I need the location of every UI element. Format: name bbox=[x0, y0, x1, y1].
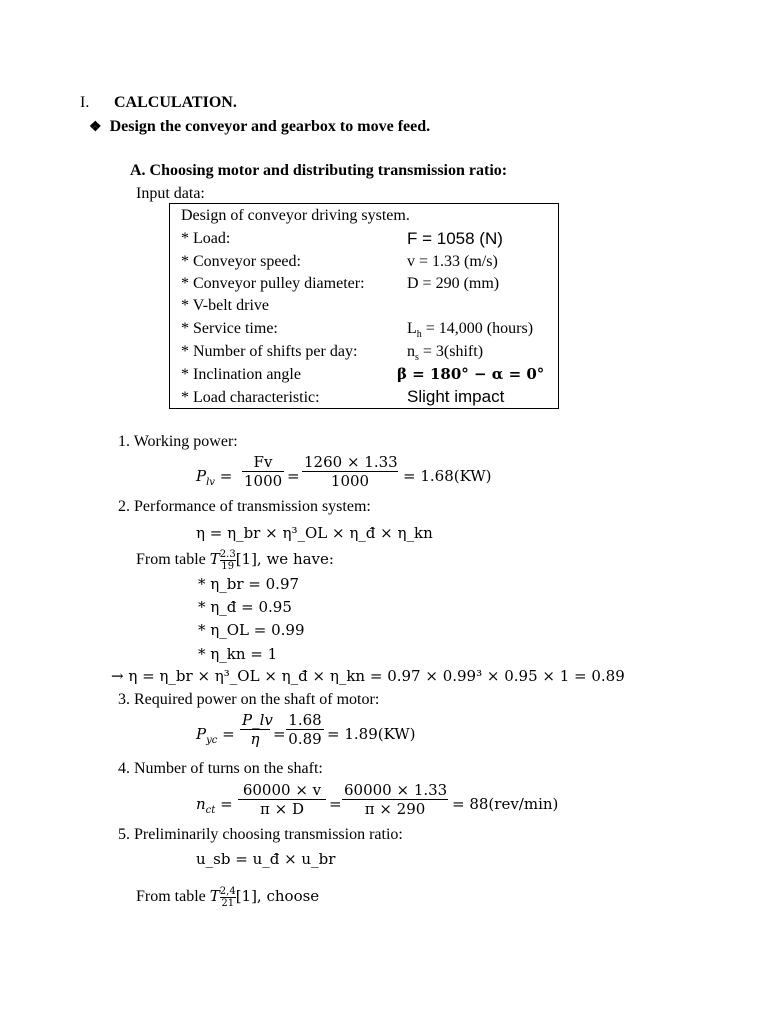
input-row-label: * Inclination angle bbox=[181, 366, 301, 383]
step-3-fraction-1: $\frac{P\_lv}{\eta}$ bbox=[242, 711, 273, 748]
efficiency-item: * η_kn = 1 bbox=[198, 645, 278, 663]
step-1-fraction-1: $\frac{Fv}{1000}$ bbox=[244, 453, 283, 490]
step-3-label: 3. Required power on the shaft of motor: bbox=[118, 691, 380, 708]
input-row-label: * Load: bbox=[181, 230, 231, 247]
input-row-value: D = 290 (mm) bbox=[407, 275, 500, 292]
input-row-value: Slight impact bbox=[407, 387, 505, 406]
input-row-label: * Load characteristic: bbox=[181, 389, 320, 406]
input-row-value: $n_s$ = 3(shift) bbox=[407, 343, 484, 364]
input-data-box bbox=[169, 203, 559, 409]
step-2-label: 2. Performance of transmission system: bbox=[118, 498, 371, 515]
input-row-value: β = 180° − α = 0° bbox=[397, 365, 545, 383]
efficiency-item: * η_br = 0.97 bbox=[198, 575, 300, 593]
input-row-label: * Service time: bbox=[181, 320, 278, 337]
step-2-conclusion: → η = η_br × η³_OL × η_đ × η_kn = 0.97 × 0.99³ × 0.95 × 1 = 0.89 bbox=[111, 667, 625, 685]
step-1-result: = 1.68(KW) bbox=[403, 467, 492, 485]
step-5-from-table: From table T $\frac{2,4}{21}$ [1], choose bbox=[136, 886, 320, 909]
step-3-fraction-2: $\frac{1.68}{0.89}$ bbox=[286, 711, 324, 748]
step-3-result: = 1.89(KW) bbox=[327, 725, 416, 743]
input-row-label: * Number of shifts per day: bbox=[181, 343, 358, 360]
input-row-value: $L_h = 14,000$ (hours) bbox=[407, 320, 534, 341]
step-3-lhs: $P_{yc}$ = bbox=[196, 725, 235, 746]
step-1-fraction-2: $\frac{1260 \times 1.33}{1000}$ bbox=[304, 453, 398, 490]
section-number: I. bbox=[80, 94, 90, 111]
step-5-label: 5. Preliminarily choosing transmission ratio: bbox=[118, 826, 403, 843]
efficiency-item: * η_đ = 0.95 bbox=[198, 598, 292, 616]
input-row-label: * Conveyor pulley diameter: bbox=[181, 275, 365, 292]
step-4-lhs: $n_{ct}$ = bbox=[196, 795, 233, 816]
step-4-fraction-2: $\frac{60000 \times 1.33}{\pi \times 290}$ bbox=[344, 781, 448, 818]
step-1-lhs: $P_{lv}$ = bbox=[196, 467, 233, 488]
input-row-value: F = 1058 (N) bbox=[407, 229, 503, 248]
input-row-label: * V-belt drive bbox=[181, 297, 269, 314]
input-row-value: v = 1.33 (m/s) bbox=[407, 253, 498, 270]
efficiency-item: * η_OL = 0.99 bbox=[198, 621, 305, 639]
bullet-icon: ❖ bbox=[89, 120, 102, 135]
bullet-text: Design the conveyor and gearbox to move feed. bbox=[109, 118, 431, 135]
step-4-result: = 88(rev/min) bbox=[452, 795, 559, 813]
input-row-label: * Conveyor speed: bbox=[181, 253, 301, 270]
input-label: Input data: bbox=[136, 185, 205, 202]
step-4-fraction-1: $\frac{60000 \times v}{\pi \times D}$ bbox=[238, 781, 326, 818]
input-box-heading: Design of conveyor driving system. bbox=[181, 207, 410, 224]
step-2-formula: η = η_br × η³_OL × η_đ × η_kn bbox=[196, 524, 433, 542]
step-4-label: 4. Number of turns on the shaft: bbox=[118, 760, 323, 777]
subsection-title: A. Choosing motor and distributing transmission ratio: bbox=[130, 162, 508, 179]
section-title: CALCULATION. bbox=[114, 94, 237, 111]
step-5-formula: u_sb = u_đ × u_br bbox=[196, 850, 336, 868]
step-2-from-table: From table T $\frac{2.3}{19}$ [1], we have: bbox=[136, 549, 334, 572]
step-1-label: 1. Working power: bbox=[118, 433, 238, 450]
